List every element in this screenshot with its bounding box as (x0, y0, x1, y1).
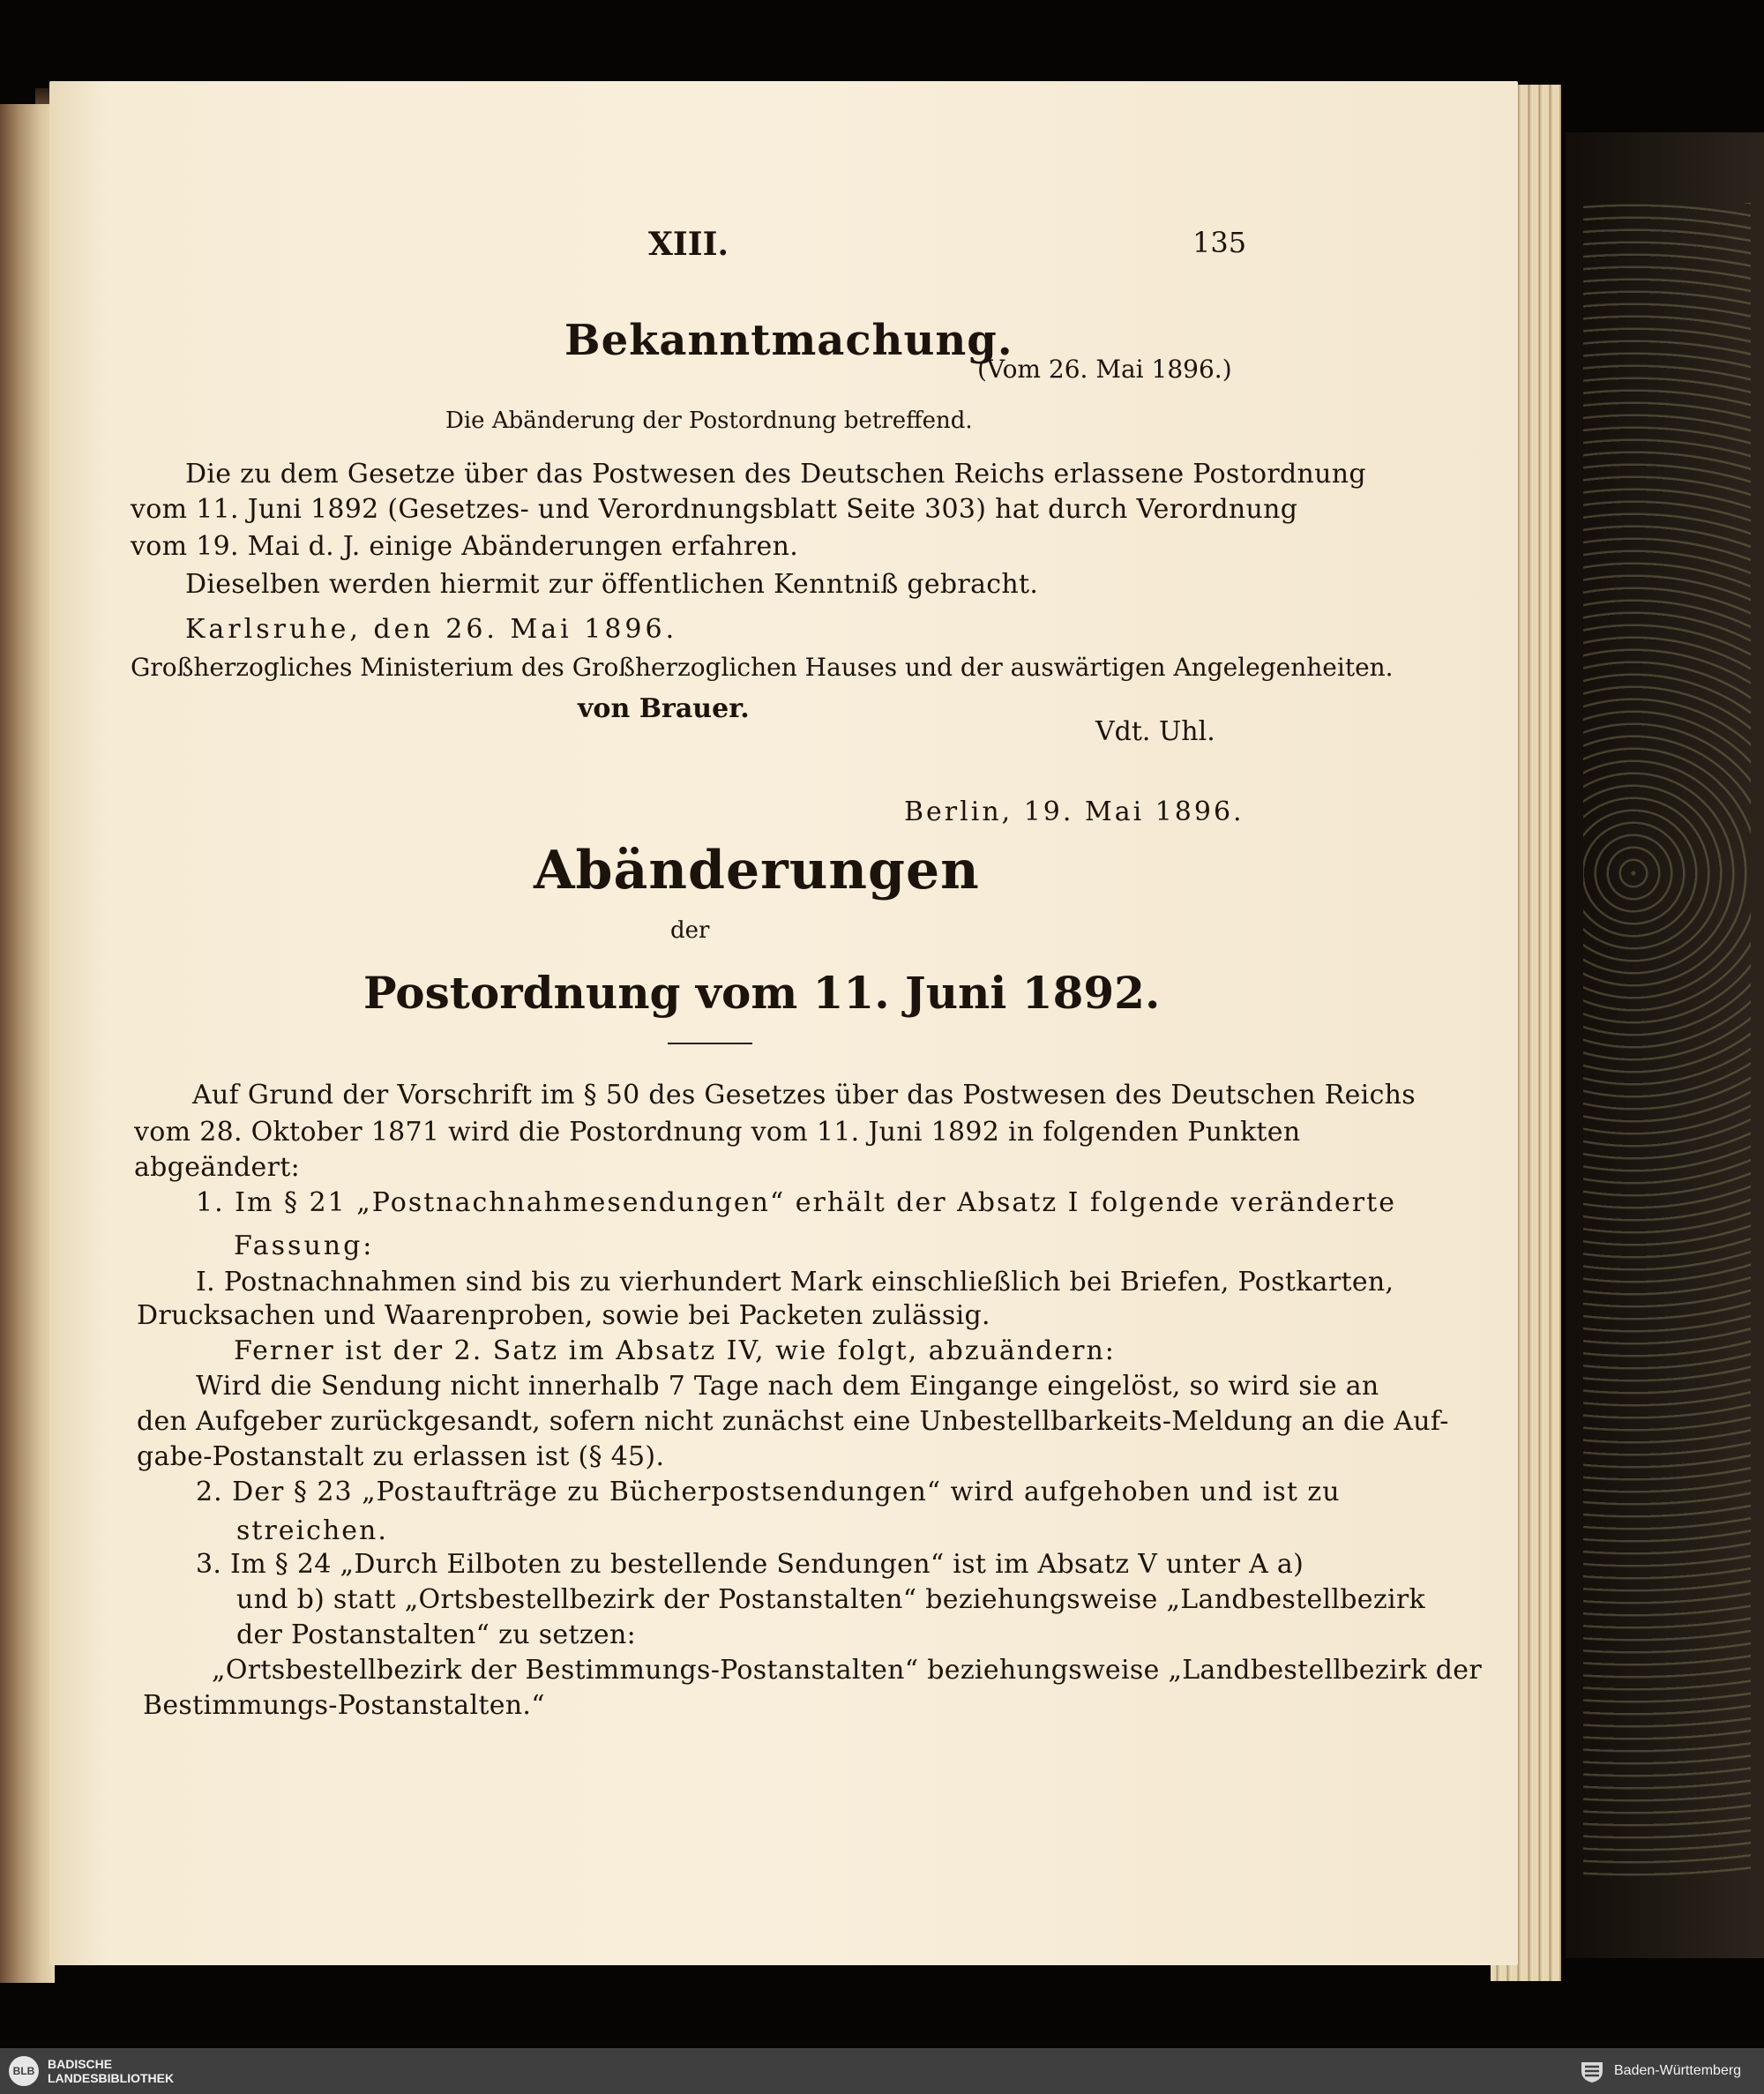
binding-board (1566, 132, 1764, 1958)
amendment-line: 3. Im § 24 „Durch Eilboten zu bestellende Sendungen“ ist im Absatz V unter A a) (196, 1549, 1304, 1580)
library-name[interactable] (48, 2057, 174, 2085)
announcement-date: (Vom 26. Mai 1896.) (977, 355, 1232, 384)
state-name[interactable]: Baden-Württemberg (1614, 2063, 1742, 2078)
amendment-line: vom 28. Oktober 1871 wird die Postordnung vom 11. Juni 1892 in folgenden Punkten (134, 1117, 1301, 1148)
signer: von Brauer. (578, 693, 750, 724)
blb-logo[interactable]: BLB (9, 2056, 39, 2086)
amendment-line: Drucksachen und Waarenproben, sowie bei Packeten zulässig. (137, 1300, 990, 1331)
amendment-line: I. Postnachnahmen sind bis zu vierhundert Mark einschließlich bei Briefen, Postkarten, (196, 1267, 1394, 1298)
page-number: 135 (1192, 226, 1247, 259)
amendment-line: Auf Grund der Vorschrift im § 50 des Gesetzes über das Postwesen des Deutschen Reichs (192, 1080, 1416, 1111)
amendment-line: Bestimmungs-Postanstalten.“ (143, 1690, 545, 1721)
announcement-subject: Die Abänderung der Postordnung betreffend. (445, 408, 973, 434)
amendment-line: streichen. (236, 1515, 388, 1546)
ministry-line: Großherzogliches Ministerium des Großherzoglichen Hauses und der auswärtigen Angelegenheiten. (131, 653, 1394, 682)
amendment-line: 2. Der § 23 „Postaufträge zu Bücherpostsendungen“ wird aufgehoben und ist zu (196, 1477, 1341, 1507)
amendments-title: Abänderungen (534, 840, 980, 901)
amendments-subtitle: Postordnung vom 11. Juni 1892. (363, 967, 1161, 1019)
amendment-line: Wird die Sendung nicht innerhalb 7 Tage nach dem Eingange eingelöst, so wird sie an (196, 1371, 1379, 1402)
divider-rule (668, 1043, 752, 1044)
amendment-line: 1. Im § 21 „Postnachnahmesendungen“ erhält der Absatz I folgende veränderte (196, 1187, 1396, 1218)
library-name-line1: BADISCHE (48, 2057, 113, 2071)
amendment-line: Ferner ist der 2. Satz im Absatz IV, wie folgt, abzuändern: (234, 1335, 1116, 1366)
amendment-line: abgeändert: (134, 1152, 301, 1183)
amendment-line: der Postanstalten“ zu setzen: (236, 1619, 637, 1650)
amendment-line: und b) statt „Ortsbestellbezirk der Postanstalten“ beziehungsweise „Landbestellbezirk (236, 1584, 1425, 1615)
announcement-title: Bekanntmachung. (564, 316, 1013, 365)
amendment-line: „Ortsbestellbezirk der Bestimmungs-Postanstalten“ beziehungsweise „Landbestellbezirk der (212, 1655, 1483, 1686)
announcement-line: vom 19. Mai d. J. einige Abänderungen erfahren. (131, 531, 799, 562)
amendments-place-date: Berlin, 19. Mai 1896. (904, 796, 1245, 827)
lions-coat-of-arms-icon[interactable] (1579, 2059, 1605, 2083)
announcement-line: Die zu dem Gesetze über das Postwesen des Deutschen Reichs erlassene Postordnung (185, 459, 1366, 490)
viewer-footer (0, 2048, 1764, 2094)
page-header: XIII. (648, 226, 729, 263)
amendments-der: der (670, 917, 710, 944)
countersign: Vdt. Uhl. (1095, 716, 1215, 747)
left-page-edge (0, 104, 55, 1983)
place-date: Karlsruhe, den 26. Mai 1896. (185, 614, 678, 645)
amendment-line: Fassung: (234, 1230, 375, 1261)
amendment-line: den Aufgeber zurückgesandt, sofern nicht zunächst eine Unbestellbarkeits-Meldung an die Auf- (137, 1406, 1449, 1437)
announcement-line: vom 11. Juni 1892 (Gesetzes- und Verordnungsblatt Seite 303) hat durch Verordnung (131, 494, 1298, 525)
announcement-line: Dieselben werden hiermit zur öffentlichen Kenntniß gebracht. (185, 569, 1039, 600)
amendment-line: gabe-Postanstalt zu erlassen ist (§ 45). (137, 1441, 665, 1472)
library-name-line2: LANDESBIBLIOTHEK (48, 2071, 175, 2085)
